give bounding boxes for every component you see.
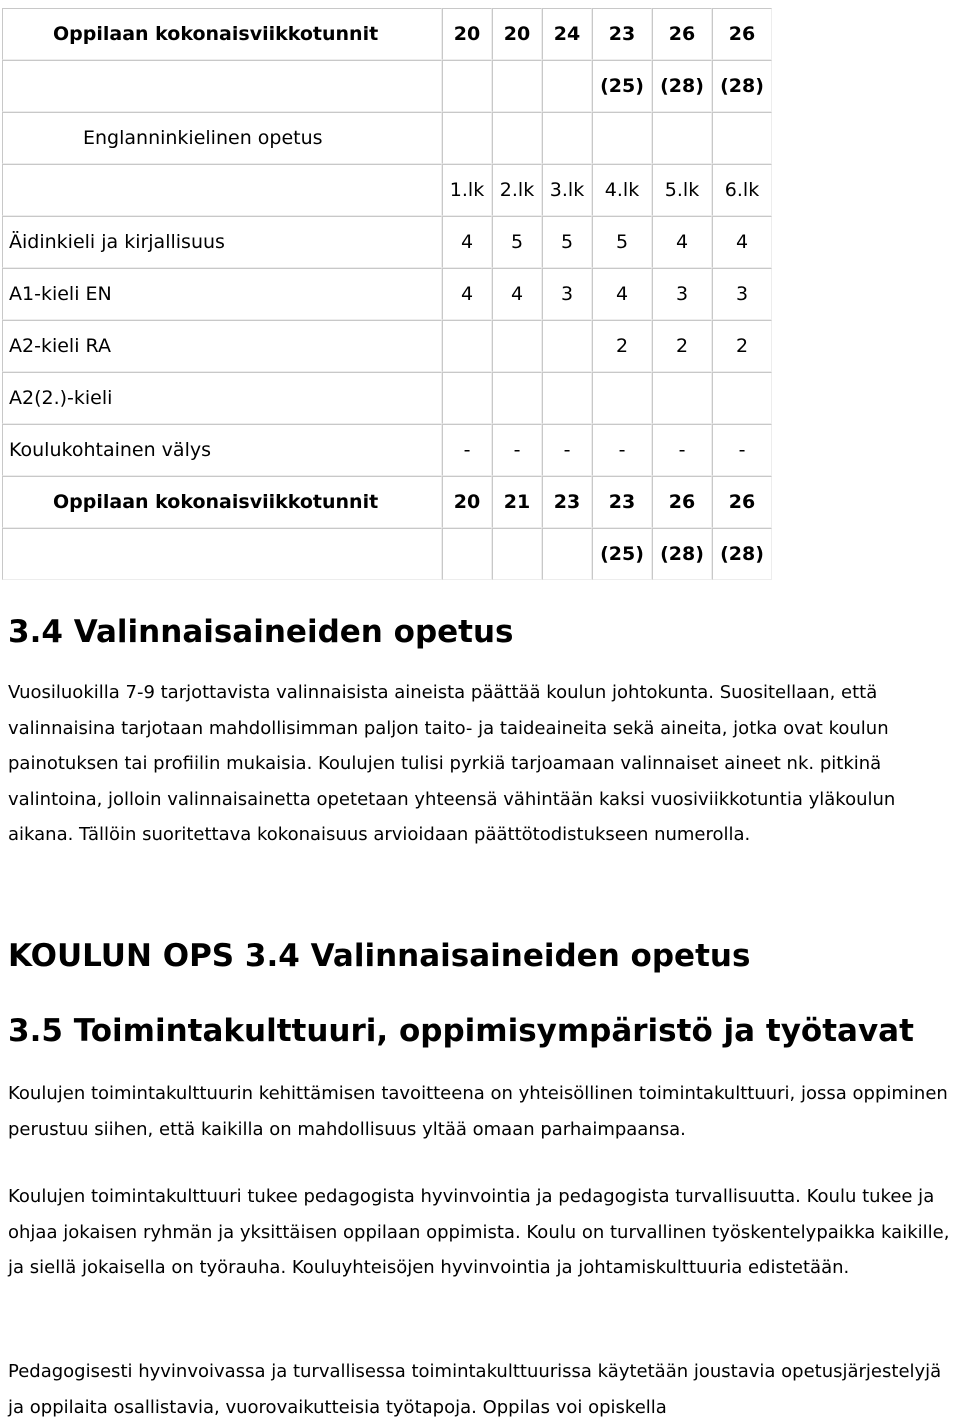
grade-cell: 3 bbox=[652, 268, 712, 320]
grade-cell: 23 bbox=[592, 476, 652, 528]
section-35-paragraph-2: Koulujen toimintakulttuuri tukee pedagogista hyvinvointia ja pedagogista turvallisuutta. Koulu tukee ja ohjaa jokaisen ryhmän ja yksittäisen oppilaan oppimista. Koulu on turvallinen työskentelypaikka kaikille, ja siellä jokaisella on työrauha. Kouluyhteisöjen hyvinvointia ja johtamiskulttuuria edistetään. bbox=[8, 1186, 950, 1279]
row-label: A2(2.)-kieli bbox=[2, 372, 442, 424]
timetable-body bbox=[2, 8, 772, 580]
grade-cell bbox=[542, 372, 592, 424]
grade-cell: 6.lk bbox=[712, 164, 772, 216]
grade-cell bbox=[542, 528, 592, 580]
grade-cell bbox=[442, 60, 492, 112]
table-row bbox=[2, 164, 772, 216]
grade-cell: 5 bbox=[492, 216, 542, 268]
grade-cell: - bbox=[442, 424, 492, 476]
grade-cell: 20 bbox=[492, 8, 542, 60]
section-34-heading: 3.4 Valinnaisaineiden opetus bbox=[8, 614, 514, 650]
row-label: A2-kieli RA bbox=[2, 320, 442, 372]
grade-cell: (25) bbox=[592, 60, 652, 112]
grade-cell: 26 bbox=[652, 8, 712, 60]
grade-cell: 5 bbox=[542, 216, 592, 268]
row-label: Oppilaan kokonaisviikkotunnit bbox=[2, 8, 442, 60]
grade-cell bbox=[492, 112, 542, 164]
grade-cell bbox=[492, 320, 542, 372]
grade-cell bbox=[652, 372, 712, 424]
section-34-paragraph: Vuosiluokilla 7-9 tarjottavista valinnaisista aineista päättää koulun johtokunta. Suositellaan, että valinnaisina tarjotaan mahdollisimman paljon taito- ja taideaineita sekä aineita, jotka ovat koulun painotuksen tai profiilin mukaisia. Koulujen tulisi pyrkiä tarjoamaan valinnaiset aineet nk. pitkinä valintoina, jolloin valinnaisainetta opetetaan yhteensä vähintään kaksi vuosiviikkotuntia yläkoulun aikana. Tällöin suoritettava kokonaisuus arvioidaan päättötodistukseen numerolla. bbox=[8, 682, 896, 846]
grade-cell: - bbox=[592, 424, 652, 476]
grade-cell: 26 bbox=[652, 476, 712, 528]
grade-cell: 4 bbox=[652, 216, 712, 268]
grade-cell: 3 bbox=[542, 268, 592, 320]
grade-cell: 24 bbox=[542, 8, 592, 60]
grade-cell: - bbox=[542, 424, 592, 476]
grade-cell: 20 bbox=[442, 476, 492, 528]
grade-cell: - bbox=[652, 424, 712, 476]
grade-cell bbox=[542, 320, 592, 372]
grade-cell bbox=[442, 112, 492, 164]
grade-cell: (28) bbox=[652, 60, 712, 112]
grade-cell bbox=[592, 372, 652, 424]
grade-cell: 2 bbox=[592, 320, 652, 372]
table-row bbox=[2, 424, 772, 476]
grade-cell: 21 bbox=[492, 476, 542, 528]
table-row bbox=[2, 476, 772, 528]
table-row bbox=[2, 60, 772, 112]
row-label: A1-kieli EN bbox=[2, 268, 442, 320]
table-row bbox=[2, 216, 772, 268]
grade-cell bbox=[652, 112, 712, 164]
grade-cell: 26 bbox=[712, 8, 772, 60]
grade-cell bbox=[542, 60, 592, 112]
grade-cell: 2 bbox=[652, 320, 712, 372]
grade-cell: 4 bbox=[592, 268, 652, 320]
grade-cell: 4 bbox=[442, 216, 492, 268]
grade-cell: 26 bbox=[712, 476, 772, 528]
grade-cell: (25) bbox=[592, 528, 652, 580]
row-label bbox=[2, 528, 442, 580]
grade-cell: 1.lk bbox=[442, 164, 492, 216]
koulun-ops-heading: KOULUN OPS 3.4 Valinnaisaineiden opetus bbox=[8, 938, 751, 974]
table-row bbox=[2, 528, 772, 580]
grade-cell: 23 bbox=[542, 476, 592, 528]
grade-cell: 20 bbox=[442, 8, 492, 60]
section-35-heading: 3.5 Toimintakulttuuri, oppimisympäristö ja työtavat bbox=[8, 1013, 914, 1049]
row-label bbox=[2, 60, 442, 112]
grade-cell: 4.lk bbox=[592, 164, 652, 216]
grade-cell: 3.lk bbox=[542, 164, 592, 216]
grade-cell: 4 bbox=[442, 268, 492, 320]
grade-cell: (28) bbox=[712, 528, 772, 580]
grade-cell: - bbox=[712, 424, 772, 476]
grade-cell bbox=[712, 372, 772, 424]
grade-cell: 23 bbox=[592, 8, 652, 60]
grade-cell: (28) bbox=[712, 60, 772, 112]
grade-cell bbox=[492, 528, 542, 580]
grade-cell: 3 bbox=[712, 268, 772, 320]
table-row bbox=[2, 372, 772, 424]
table-row bbox=[2, 268, 772, 320]
table-row bbox=[2, 320, 772, 372]
grade-cell bbox=[712, 112, 772, 164]
grade-cell: 5.lk bbox=[652, 164, 712, 216]
grade-cell bbox=[492, 372, 542, 424]
grade-cell: 4 bbox=[492, 268, 542, 320]
timetable-grid bbox=[2, 8, 772, 580]
row-label: Koulukohtainen välys bbox=[2, 424, 442, 476]
grade-cell: 2 bbox=[712, 320, 772, 372]
section-35-paragraph-1: Koulujen toimintakulttuurin kehittämisen tavoitteena on yhteisöllinen toimintakulttuuri, jossa oppiminen perustuu siihen, että kaikilla on mahdollisuus yltää omaan parhaimpaansa. bbox=[8, 1083, 948, 1140]
grade-cell: 2.lk bbox=[492, 164, 542, 216]
grade-cell: 4 bbox=[712, 216, 772, 268]
grade-cell: (28) bbox=[652, 528, 712, 580]
grade-cell: - bbox=[492, 424, 542, 476]
grade-cell: 5 bbox=[592, 216, 652, 268]
grade-cell bbox=[542, 112, 592, 164]
grade-cell bbox=[592, 112, 652, 164]
table-row bbox=[2, 8, 772, 60]
row-label bbox=[2, 164, 442, 216]
section-35-paragraph-3: Pedagogisesti hyvinvoivassa ja turvallisessa toimintakulttuurissa käytetään joustavia opetusjärjestelyjä ja oppilaita osallistavia, vuorovaikutteisia työtapoja. Oppilas voi opiskella bbox=[8, 1361, 942, 1418]
row-label: Englanninkielinen opetus bbox=[2, 112, 442, 164]
grade-cell bbox=[442, 372, 492, 424]
row-label: Äidinkieli ja kirjallisuus bbox=[2, 216, 442, 268]
row-label: Oppilaan kokonaisviikkotunnit bbox=[2, 476, 442, 528]
grade-cell bbox=[492, 60, 542, 112]
grade-cell bbox=[442, 528, 492, 580]
table-row bbox=[2, 112, 772, 164]
grade-cell bbox=[442, 320, 492, 372]
